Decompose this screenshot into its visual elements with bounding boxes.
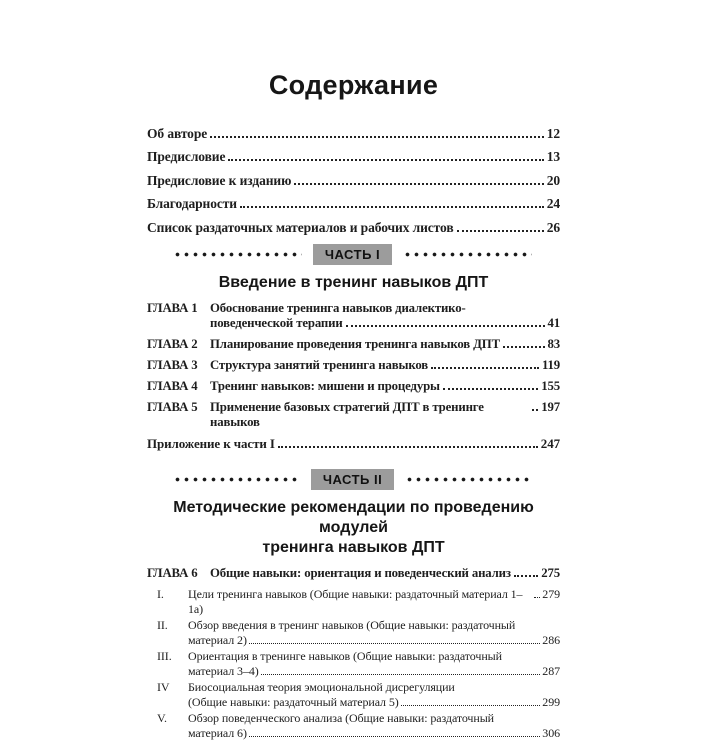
dot-leader [278,446,538,448]
part-title [147,498,560,558]
toc-entry-label: Об авторе [147,126,208,141]
page-number: 24 [546,196,560,212]
chapter-label: ГЛАВА 3 [147,358,198,373]
subentry-body [188,711,560,741]
toc-entry [147,566,560,581]
part-divider [173,469,532,490]
chapter-label: ГЛАВА 2 [147,337,198,352]
page-number: 26 [546,219,560,235]
dot-leader [261,674,541,675]
dotted-rule-left [173,252,302,257]
subentry-text: Ориентация в тренинге навыков (Общие навыки: раздаточный [188,649,502,664]
chapter-label: ГЛАВА 5 [147,400,198,415]
item-numeral: V. [157,711,167,726]
page-number: 155 [541,379,560,394]
subitem-list [147,587,560,741]
chapter-title-line: Общие навыки: ориентация и поведенческий анализ [210,566,511,581]
subentry-last-line [188,587,560,617]
dot-leader [503,346,545,348]
dot-leader [228,159,543,161]
subentry-text: Обзор введения в тренинг навыков (Общие навыки: раздаточный [188,618,516,633]
chapter-title-line: Применение базовых стратегий ДПТ в тренинге навыков [210,400,484,430]
dot-leader [534,597,540,598]
subentry-text: материал 6) [188,726,247,741]
subentry-body [188,680,560,710]
page-title: Содержание [268,70,439,100]
chapter-title-line: Структура занятий тренинга навыков [210,358,429,373]
toc-entry [147,436,560,451]
dot-leader [240,206,544,208]
page-number: 247 [540,436,560,452]
subentry-text: Биосоциальная теория эмоциональной дисрегуляции [188,680,455,695]
dot-leader [457,230,544,232]
toc-entry [147,400,560,430]
dot-leader [514,575,538,577]
item-numeral: I. [157,587,164,602]
front-matter-list [147,122,560,239]
dot-leader [443,388,538,390]
toc-subentry [147,587,560,617]
chapter-list [147,566,560,741]
dot-leader [346,325,545,327]
toc-entry [147,337,560,352]
toc-subentry [147,618,560,648]
toc-entry [147,301,560,331]
subentry-last-line [188,664,560,679]
chapter-body [210,301,560,331]
toc-entry-label: Предисловие к изданию [147,172,292,188]
part-badge: ЧАСТЬ II [311,469,394,490]
toc-entry [147,216,560,239]
subentry-text: материал 2) [188,633,247,648]
dot-leader [294,183,543,185]
part-badge: ЧАСТЬ I [313,244,392,265]
page-number: 299 [542,695,560,710]
chapter-label: ГЛАВА 6 [147,566,198,581]
page-number: 279 [542,587,560,602]
chapter-title-line: Обоснование тренинга навыков диалектико- [210,301,466,316]
page-number: 20 [546,172,560,188]
dotted-rule-right [405,477,532,482]
subentry-last-line [188,726,560,741]
page-number: 286 [542,633,560,648]
subentry-text: Обзор поведенческого анализа (Общие навыки: раздаточный [188,711,494,726]
page-number: 197 [541,400,560,415]
page-number: 275 [541,566,560,581]
dot-leader [401,705,541,706]
item-numeral: II. [157,618,168,633]
chapter-last-line [210,566,560,581]
page-number: 13 [546,149,560,165]
toc-entry [147,358,560,373]
chapter-label: ГЛАВА 4 [147,379,198,394]
toc-entry [147,145,560,168]
dotted-rule-right [403,252,532,257]
item-numeral: IV [157,680,170,695]
toc-entry-label: Приложение к части I [147,436,275,452]
chapter-title-line: Тренинг навыков: мишени и процедуры [210,379,440,394]
toc-entry-label: Список раздаточных материалов и рабочих листов [147,219,454,235]
page-number: 287 [542,664,560,679]
subentry-body [188,618,560,648]
page-number: 119 [541,358,560,373]
toc-entry-label: Благодарности [147,196,237,212]
toc-subentry [147,680,560,710]
page-number: 41 [547,316,560,331]
part-title: Введение в тренинг навыков ДПТ [218,274,489,292]
subentry-last-line [188,633,560,648]
toc-entry [147,379,560,394]
part-title-line: тренинга навыков ДПТ [262,539,445,557]
toc-entry-label: Предисловие [147,149,226,165]
subentry-text: материал 3–4) [188,664,259,679]
chapter-title-line: поведенческой терапии [210,316,343,331]
chapter-last-line [210,358,560,373]
part-divider [173,244,532,265]
item-numeral: III. [157,649,172,664]
dot-leader [210,136,544,138]
subentry-text: (Общие навыки: раздаточный материал 5) [188,695,399,710]
chapter-title-line: Планирование проведения тренинга навыков ДПТ [210,337,500,352]
chapter-list [147,301,560,451]
toc-entry [147,192,560,215]
chapter-last-line [210,337,560,352]
page-number: 83 [547,337,560,352]
dot-leader [249,643,540,644]
toc-entry [147,122,560,145]
chapter-last-line [210,400,560,430]
toc-subentry [147,711,560,741]
dotted-rule-left [173,477,300,482]
subentry-body [188,649,560,679]
dot-leader [431,367,539,369]
chapter-last-line [210,379,560,394]
toc-subentry [147,649,560,679]
dot-leader [249,736,540,737]
part-title-line: Методические рекомендации по проведению модулей [173,499,534,537]
page-number: 12 [546,126,560,141]
toc-entry [147,169,560,192]
page-number: 306 [542,726,560,741]
chapter-last-line [210,316,560,331]
chapter-label: ГЛАВА 1 [147,301,198,316]
subentry-text: Цели тренинга навыков (Общие навыки: раздаточный материал 1–1а) [188,587,523,617]
subentry-last-line [188,695,560,710]
dot-leader [532,409,538,411]
